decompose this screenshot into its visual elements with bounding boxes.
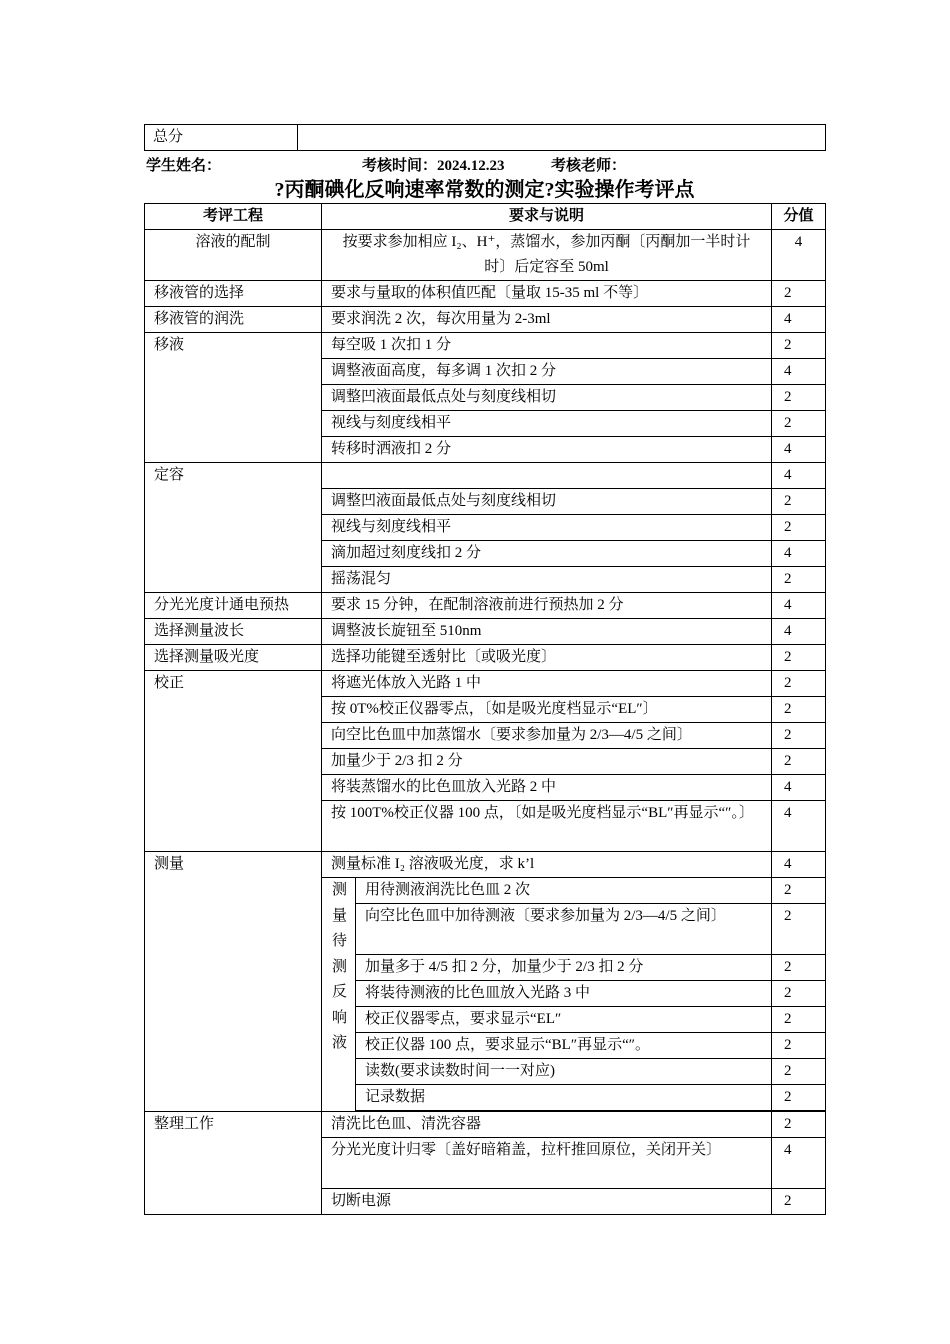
score-cell: 4 <box>772 775 826 801</box>
sub-group-label-text: 测量待测反响液 <box>331 882 347 1051</box>
score-cell: 4 <box>772 593 826 619</box>
item-cell: 测量 <box>145 852 322 1112</box>
requirement-cell: 切断电源 <box>322 1189 772 1215</box>
page-title: ?丙酮碘化反响速率常数的测定?实验操作考评点 <box>274 179 695 201</box>
item-cell: 选择测量波长 <box>145 619 322 645</box>
score-cell: 2 <box>772 1085 826 1111</box>
score-cell: 2 <box>772 723 826 749</box>
score-cell: 2 <box>772 904 826 955</box>
student-name-label: 学生姓名： <box>146 158 222 174</box>
score-cell: 2 <box>772 1059 826 1085</box>
score-cell: 2 <box>772 333 826 359</box>
requirement-cell: 滴加超过刻度线扣 2 分 <box>322 541 772 567</box>
requirement-cell: 每空吸 1 次扣 1 分 <box>322 333 772 359</box>
header-score: 分值 <box>772 204 826 230</box>
score-cell: 2 <box>772 878 826 904</box>
requirement-cell: 加量少于 2/3 扣 2 分 <box>322 749 772 775</box>
table-row <box>145 333 826 359</box>
requirement-cell: 要求与量取的体积值匹配〔量取 15-35 ml 不等〕 <box>322 281 772 307</box>
score-cell: 4 <box>772 852 826 878</box>
table-row <box>145 307 826 333</box>
requirement-cell: 分光光度计归零〔盖好暗箱盖，拉杆推回原位，关闭开关〕 <box>322 1138 772 1189</box>
table-row <box>145 619 826 645</box>
total-label: 总分 <box>145 125 298 151</box>
requirement-cell: 按 0T%校正仪器零点，〔如是吸光度档显示“EL″〕 <box>322 697 772 723</box>
examiner-label: 考核老师： <box>551 158 627 174</box>
table-row <box>145 281 826 307</box>
score-cell: 2 <box>772 281 826 307</box>
table-row <box>145 671 826 697</box>
requirement-cell: 校正仪器零点，要求显示“EL″ <box>356 1007 772 1033</box>
score-cell: 2 <box>772 955 826 981</box>
requirement-cell: 调整液面高度，每多调 1 次扣 2 分 <box>322 359 772 385</box>
requirement-cell: 调整凹液面最低点处与刻度线相切 <box>322 489 772 515</box>
requirement-cell: 视线与刻度线相平 <box>322 515 772 541</box>
score-cell: 4 <box>772 230 826 281</box>
item-cell: 移液管的润洗 <box>145 307 322 333</box>
item-cell: 分光光度计通电预热 <box>145 593 322 619</box>
evaluation-table <box>144 203 826 1215</box>
item-cell: 移液管的选择 <box>145 281 322 307</box>
requirement-cell: 清洗比色皿、清洗容器 <box>322 1112 772 1138</box>
requirement-cell: 加量多于 4/5 扣 2 分，加量少于 2/3 扣 2 分 <box>356 955 772 981</box>
table-row <box>145 852 826 878</box>
table-header-row <box>145 204 826 230</box>
total-score-row <box>145 125 826 151</box>
requirement-cell: 转移时洒液扣 2 分 <box>322 437 772 463</box>
item-cell: 整理工作 <box>145 1112 322 1215</box>
table-row <box>145 230 826 281</box>
score-cell: 2 <box>772 567 826 593</box>
requirement-cell: 将遮光体放入光路 1 中 <box>322 671 772 697</box>
item-cell: 定容 <box>145 463 322 593</box>
requirement-cell: 向空比色皿中加蒸馏水〔要求参加量为 2/3—4/5 之间〕 <box>322 723 772 749</box>
requirement-cell: 用待测液润洗比色皿 2 次 <box>356 878 772 904</box>
requirement-cell: 将装待测液的比色皿放入光路 3 中 <box>356 981 772 1007</box>
requirement-cell: 要求润洗 2 次，每次用量为 2-3ml <box>322 307 772 333</box>
score-cell: 4 <box>772 463 826 489</box>
score-cell: 2 <box>772 749 826 775</box>
requirement-cell: 按要求参加相应 I₂、H⁺，蒸馏水，参加丙酮〔丙酮加一半时计时〕后定容至 50ml <box>322 230 772 281</box>
score-cell: 2 <box>772 489 826 515</box>
item-cell: 移液 <box>145 333 322 463</box>
requirement-cell: 调整波长旋钮至 510nm <box>322 619 772 645</box>
header-item: 考评工程 <box>145 204 322 230</box>
requirement-cell: 摇荡混匀 <box>322 567 772 593</box>
score-cell: 4 <box>772 307 826 333</box>
requirement-cell: 视线与刻度线相平 <box>322 411 772 437</box>
score-cell: 4 <box>772 359 826 385</box>
item-cell: 校正 <box>145 671 322 852</box>
requirement-cell: 要求 15 分钟，在配制溶液前进行预热加 2 分 <box>322 593 772 619</box>
score-cell: 2 <box>772 515 826 541</box>
score-cell: 2 <box>772 385 826 411</box>
requirement-cell: 选择功能键至透射比〔或吸光度〕 <box>322 645 772 671</box>
table-row <box>145 463 826 489</box>
score-cell: 2 <box>772 1033 826 1059</box>
table-row <box>145 593 826 619</box>
score-cell: 2 <box>772 697 826 723</box>
score-cell: 2 <box>772 411 826 437</box>
requirement-cell: 校正仪器 100 点，要求显示“BL″再显示“″。 <box>356 1033 772 1059</box>
table-row <box>145 1112 826 1138</box>
score-cell: 4 <box>772 619 826 645</box>
requirement-cell: 记录数据 <box>356 1085 772 1111</box>
requirement-cell: 将装蒸馏水的比色皿放入光路 2 中 <box>322 775 772 801</box>
score-cell: 4 <box>772 541 826 567</box>
score-cell: 2 <box>772 1007 826 1033</box>
score-cell: 4 <box>772 801 826 852</box>
requirement-cell: 调整凹液面最低点处与刻度线相切 <box>322 385 772 411</box>
score-cell: 2 <box>772 645 826 671</box>
exam-info-line <box>146 152 826 176</box>
requirement-cell: 按 100T%校正仪器 100 点，〔如是吸光度档显示“BL″再显示“″。〕 <box>322 801 772 852</box>
requirement-cell: 测量标准 I₂ 溶液吸光度，求 k’l <box>322 852 772 878</box>
requirement-cell: 读数(要求读数时间一一对应) <box>356 1059 772 1085</box>
requirement-cell <box>322 463 772 489</box>
total-value[interactable] <box>298 125 826 151</box>
score-cell: 2 <box>772 1112 826 1138</box>
total-score-table <box>144 124 826 151</box>
score-cell: 2 <box>772 981 826 1007</box>
score-cell: 4 <box>772 1138 826 1189</box>
exam-time-label: 考核时间：2024.12.23 <box>362 158 505 174</box>
header-requirement: 要求与说明 <box>322 204 772 230</box>
table-row <box>145 645 826 671</box>
sub-group-label <box>322 878 356 1112</box>
requirement-cell: 向空比色皿中加待测液〔要求参加量为 2/3—4/5 之间〕 <box>356 904 772 955</box>
score-cell: 4 <box>772 437 826 463</box>
item-cell: 选择测量吸光度 <box>145 645 322 671</box>
score-cell: 2 <box>772 1189 826 1215</box>
item-cell: 溶液的配制 <box>145 230 322 281</box>
score-cell: 2 <box>772 671 826 697</box>
